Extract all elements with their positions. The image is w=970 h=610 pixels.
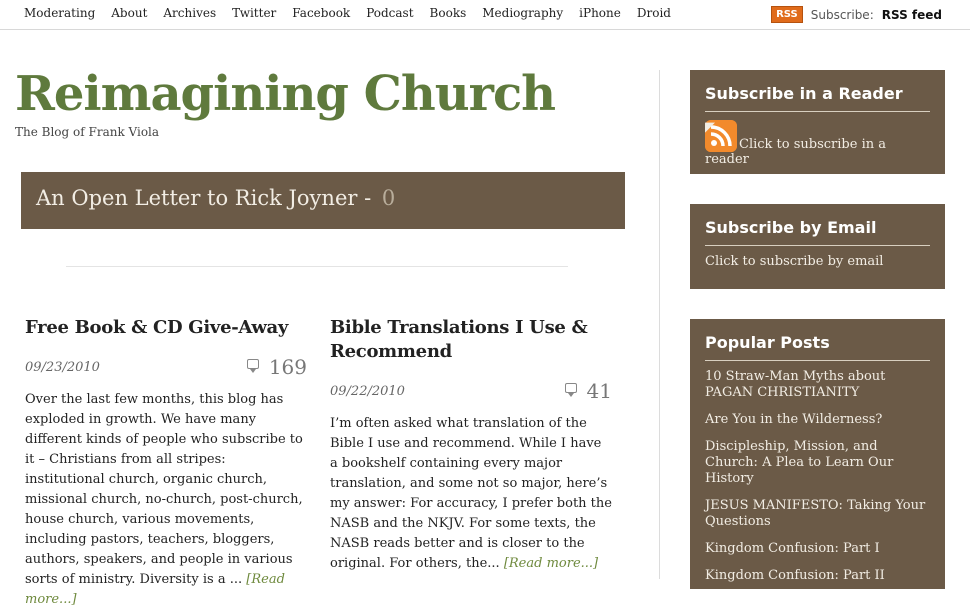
post-meta xyxy=(330,378,612,404)
featured-comment-count: 0 xyxy=(381,186,396,210)
column-separator xyxy=(659,70,660,579)
popular-posts-list xyxy=(705,369,930,584)
nav-droid[interactable]: Droid xyxy=(636,6,671,20)
comment-bubble-icon xyxy=(247,359,259,369)
popular-post-item[interactable]: Kingdom Confusion: Part II xyxy=(705,568,885,583)
post-excerpt xyxy=(25,390,307,610)
nav-books[interactable]: Books xyxy=(429,6,467,20)
rss-feed-icon[interactable] xyxy=(705,120,737,152)
post-excerpt xyxy=(330,414,612,574)
comment-count-value: 169 xyxy=(268,355,307,379)
subscribe-reader-link[interactable] xyxy=(705,120,930,167)
widget-title: Popular Posts xyxy=(705,333,930,361)
nav-moderating[interactable]: Moderating xyxy=(24,6,96,20)
subscribe-reader-widget xyxy=(690,70,945,174)
comment-count[interactable] xyxy=(565,379,612,403)
popular-post-item[interactable]: Are You in the Wilderness? xyxy=(705,412,883,427)
widget-title: Subscribe in a Reader xyxy=(705,84,930,112)
subscribe-email-widget xyxy=(690,204,945,289)
nav-podcast[interactable]: Podcast xyxy=(366,6,414,20)
widget-title: Subscribe by Email xyxy=(705,218,930,246)
content-divider xyxy=(66,266,568,267)
rss-feed-link[interactable]: RSS feed xyxy=(881,7,942,22)
subscribe-email-link[interactable]: Click to subscribe by email xyxy=(705,254,884,269)
popular-post-item[interactable]: JESUS MANIFESTO: Taking Your Questions xyxy=(705,498,926,529)
popular-post-item[interactable]: Discipleship, Mission, and Church: A Plea to Learn Our History xyxy=(705,439,894,486)
nav-mediography[interactable]: Mediography xyxy=(482,6,564,20)
rss-badge-icon[interactable]: RSS xyxy=(771,6,803,23)
post-card xyxy=(330,316,612,574)
read-more-link[interactable]: [Read more...] xyxy=(503,556,599,571)
popular-post-item[interactable]: 10 Straw-Man Myths about PAGAN CHRISTIANITY xyxy=(705,369,886,400)
comment-bubble-icon xyxy=(565,383,577,393)
read-more-link[interactable]: [Read more...] xyxy=(25,572,285,607)
nav-archives[interactable]: Archives xyxy=(163,6,217,20)
subscribe-label: Subscribe: xyxy=(810,7,874,22)
subscribe-reader-text[interactable]: Click to subscribe in a reader xyxy=(705,137,886,167)
rss-glyph-icon xyxy=(705,120,737,152)
post-date: 09/22/2010 xyxy=(330,383,405,399)
post-card xyxy=(25,316,307,610)
nav-twitter[interactable]: Twitter xyxy=(232,6,277,20)
featured-post-title[interactable]: An Open Letter to Rick Joyner - xyxy=(36,186,372,210)
comment-count[interactable] xyxy=(247,355,307,379)
site-tagline: The Blog of Frank Viola xyxy=(15,125,160,139)
nav-facebook[interactable]: Facebook xyxy=(292,6,351,20)
post-excerpt-text: Over the last few months, this blog has exploded in growth. We have many different kinds of people who subscribe to it – Christians from all stripes: institutional church, organic church, missional church, no-church, post-church, house church, various movements, including pastors, teachers, bloggers, authors, speakers, and people in various sorts of ministry. Diversity is a ... xyxy=(25,392,303,587)
post-title[interactable]: Bible Translations I Use & Recommend xyxy=(330,317,588,362)
main-nav xyxy=(16,6,679,20)
popular-post-item[interactable]: Kingdom Confusion: Part I xyxy=(705,541,880,556)
post-title[interactable]: Free Book & CD Give-Away xyxy=(25,317,289,338)
comment-count-value: 41 xyxy=(586,379,612,403)
post-meta xyxy=(25,354,307,380)
site-title[interactable]: Reimagining Church xyxy=(15,66,556,122)
top-nav-bar xyxy=(0,0,970,30)
subscribe-bar xyxy=(771,6,942,23)
featured-post-banner[interactable] xyxy=(21,172,625,229)
post-excerpt-text: I’m often asked what translation of the Bible I use and recommend. While I have a bookshelf containing every major translation, and some not so major, here’s my answer: For accuracy, I prefer both the NASB and the NKJV. For some texts, the NASB reads better and is closer to the original. For others, the... xyxy=(330,416,612,571)
nav-about[interactable]: About xyxy=(111,6,148,20)
popular-posts-widget xyxy=(690,319,945,589)
post-date: 09/23/2010 xyxy=(25,359,100,375)
nav-iphone[interactable]: iPhone xyxy=(579,6,621,20)
